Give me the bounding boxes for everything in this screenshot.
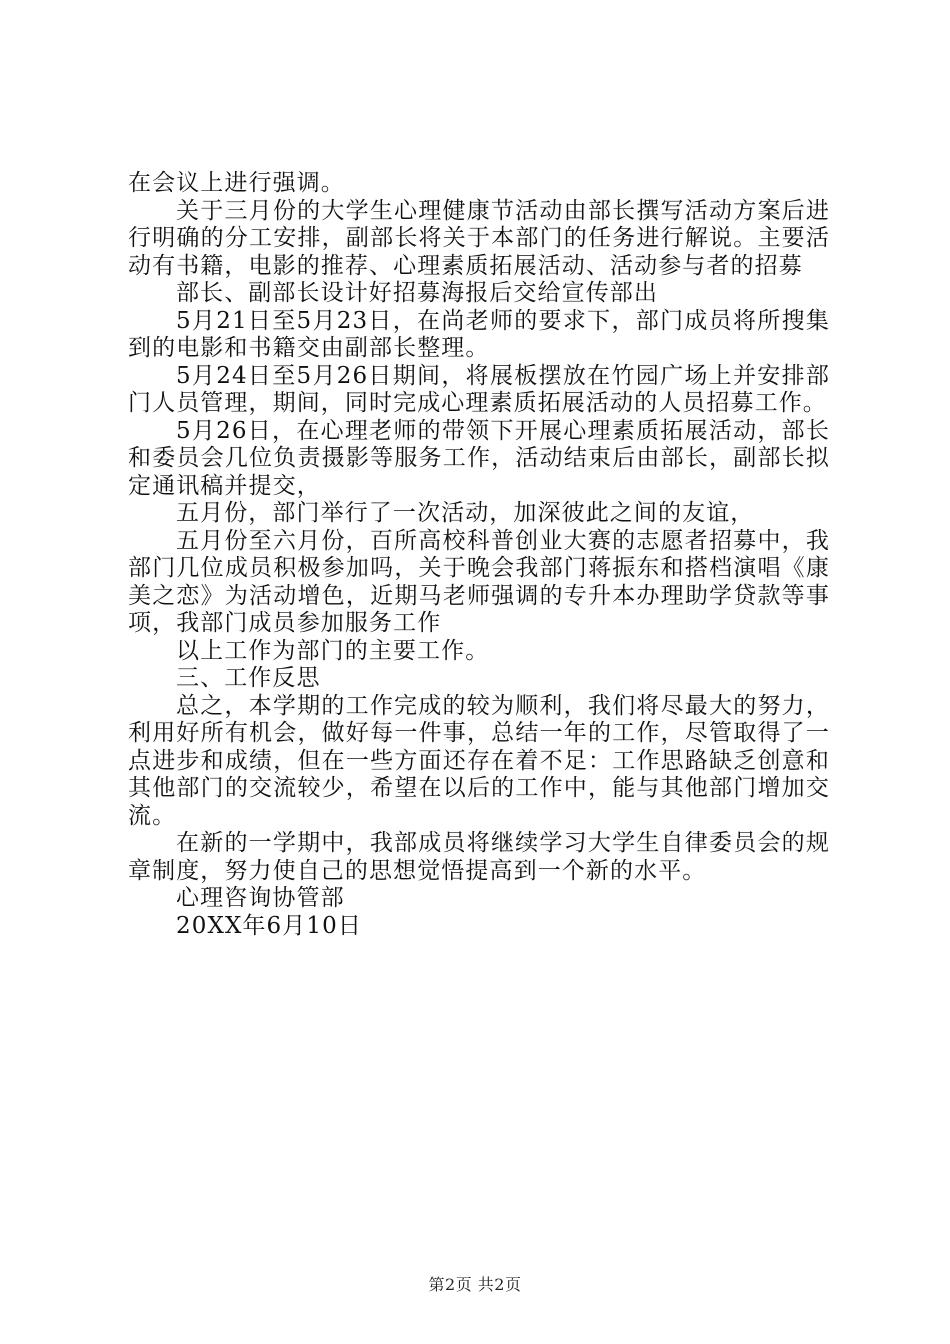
paragraph-11: 总之，本学期的工作完成的较为顺利，我们将尽最大的努力，利用好所有机会，做好每一件事，总结一年的工作，尽管取得了一点进步和成绩，但在一些方面还存在着不足：工作思路缺乏创意和其他部门的交流较少，希望在以后的工作中，能与其他部门增加交流。 xyxy=(128,692,830,829)
paragraph-2: 关于三月份的大学生心理健康节活动由部长撰写活动方案后进行明确的分工安排，副部长将关于本部门的任务进行解说。主要活动有书籍，电影的推荐、心理素质拓展活动、活动参与者的招募 xyxy=(128,197,830,279)
paragraph-4: 5月21日至5月23日，在尚老师的要求下，部门成员将所搜集到的电影和书籍交由副部长整理。 xyxy=(128,307,830,361)
page-footer: 第2页 共2页 xyxy=(428,1275,522,1294)
paragraph-8: 五月份至六月份，百所高校科普创业大赛的志愿者招募中，我部门几位成员积极参加吗，关于晚会我部门蒋振东和搭档演唱《康美之恋》为活动增色，近期马老师强调的专升本办理助学贷款等事项，我部门成员参加服务工作 xyxy=(128,527,830,636)
paragraph-12: 在新的一学期中，我部成员将继续学习大学生自律委员会的规章制度，努力使自己的思想觉悟提高到一个新的水平。 xyxy=(128,830,830,884)
section-heading: 三、工作反思 xyxy=(176,665,321,691)
paragraph-3: 部长、副部长设计好招募海报后交给宣传部出 xyxy=(176,280,658,306)
paragraph-9: 以上工作为部门的主要工作。 xyxy=(176,637,490,664)
paragraph-1: 在会议上进行强调。 xyxy=(128,170,345,196)
signature-department: 心理咨询协管部 xyxy=(176,885,345,911)
document-body xyxy=(128,170,830,940)
paragraph-7: 五月份，部门举行了一次活动，加深彼此之间的友谊， xyxy=(176,500,755,526)
signature-date: 20XX年6月10日 xyxy=(176,912,362,939)
paragraph-6: 5月26日，在心理老师的带领下开展心理素质拓展活动，部长和委员会几位负责摄影等服务工作，活动结束后由部长，副部长拟定通讯稿并提交， xyxy=(128,417,830,499)
paragraph-5: 5月24日至5月26日期间，将展板摆放在竹园广场上并安排部门人员管理，期间，同时完成心理素质拓展活动的人员招募工作。 xyxy=(128,362,830,416)
